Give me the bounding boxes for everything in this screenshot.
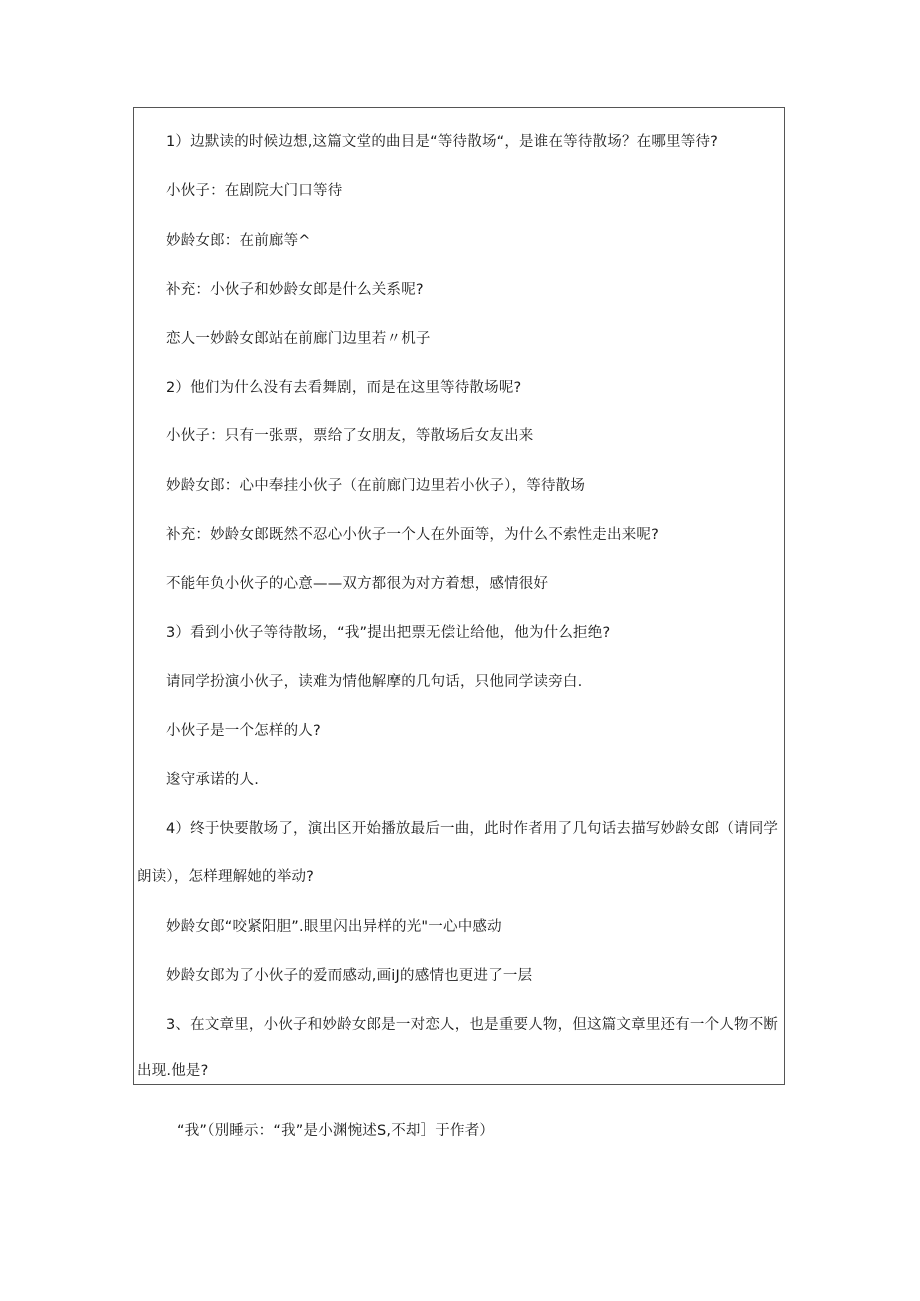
answer-young-man-location: 小伙子：在剧院大门口等待 xyxy=(166,183,343,199)
section-3-line-2: 出现.他是? xyxy=(137,1063,209,1079)
answer-young-lady-location: 妙龄女郎：在前廊等^ xyxy=(166,233,311,249)
supplement-relationship-question: 补充：小伙子和妙龄女郎是什么关系呢? xyxy=(166,282,424,298)
character-answer: 逡守承诺的人. xyxy=(166,772,260,788)
answer-young-man-reason: 小伙子：只有一张票，票给了女朋友，等散场后女友出来 xyxy=(166,428,534,444)
content-box xyxy=(133,107,785,1085)
question-2-line: 2）他们为什么没有去看舞剧，而是在这里等待散场呢? xyxy=(166,380,522,396)
question-4-line-1: 4）终于快要散场了，演出区开始播放最后一曲，此时作者用了几句话去描写妙龄女郎（请同学 xyxy=(166,821,779,837)
answer-emotion-deepened: 妙龄女郎为了小伙子的爱而感动,画iJ的感情也更进了一层 xyxy=(166,968,533,984)
question-4-line-2: 朗读），怎样理解她的举动? xyxy=(137,869,315,885)
footnote-text: “我”（別睡示：“我”是小渊惋述S,不却］于作者） xyxy=(177,1123,495,1139)
answer-relationship: 恋人一妙龄女郎站在前廊门边里若〃机子 xyxy=(166,331,431,347)
role-play-instruction: 请同学扮演小伙子，读难为情他解摩的几句话，只他同学读旁白. xyxy=(166,674,583,690)
character-question: 小伙子是一个怎样的人? xyxy=(166,723,321,739)
answer-young-lady-reason: 妙龄女郎：心中奉挂小伙子（在前廊门边里若小伙子），等待散场 xyxy=(166,478,586,494)
question-3-line: 3）看到小伙子等待散场，“我”提出把票无偿让给他，他为什么拒绝? xyxy=(166,625,611,641)
answer-mutual-care: 不能年负小伙子的心意——双方都很为对方着想，感情很好 xyxy=(166,576,549,592)
question-1-line: 1）边默读的时候边想,这篇文堂的曲目是“等待散场“，是谁在等待散场？在哪里等待? xyxy=(166,134,719,150)
supplement-why-not-come-out: 补充：妙龄女郎既然不忍心小伙子一个人在外面等，为什么不索性走出来呢? xyxy=(166,527,659,543)
section-3-line-1: 3、在文章里，小伙子和妙龄女郎是一对恋人，也是重要人物，但这篇文章里还有一个人物不断 xyxy=(166,1017,779,1033)
answer-young-lady-action: 妙龄女郎“咬紧阳胆”.眼里闪出异样的光"一心中感动 xyxy=(166,919,502,935)
